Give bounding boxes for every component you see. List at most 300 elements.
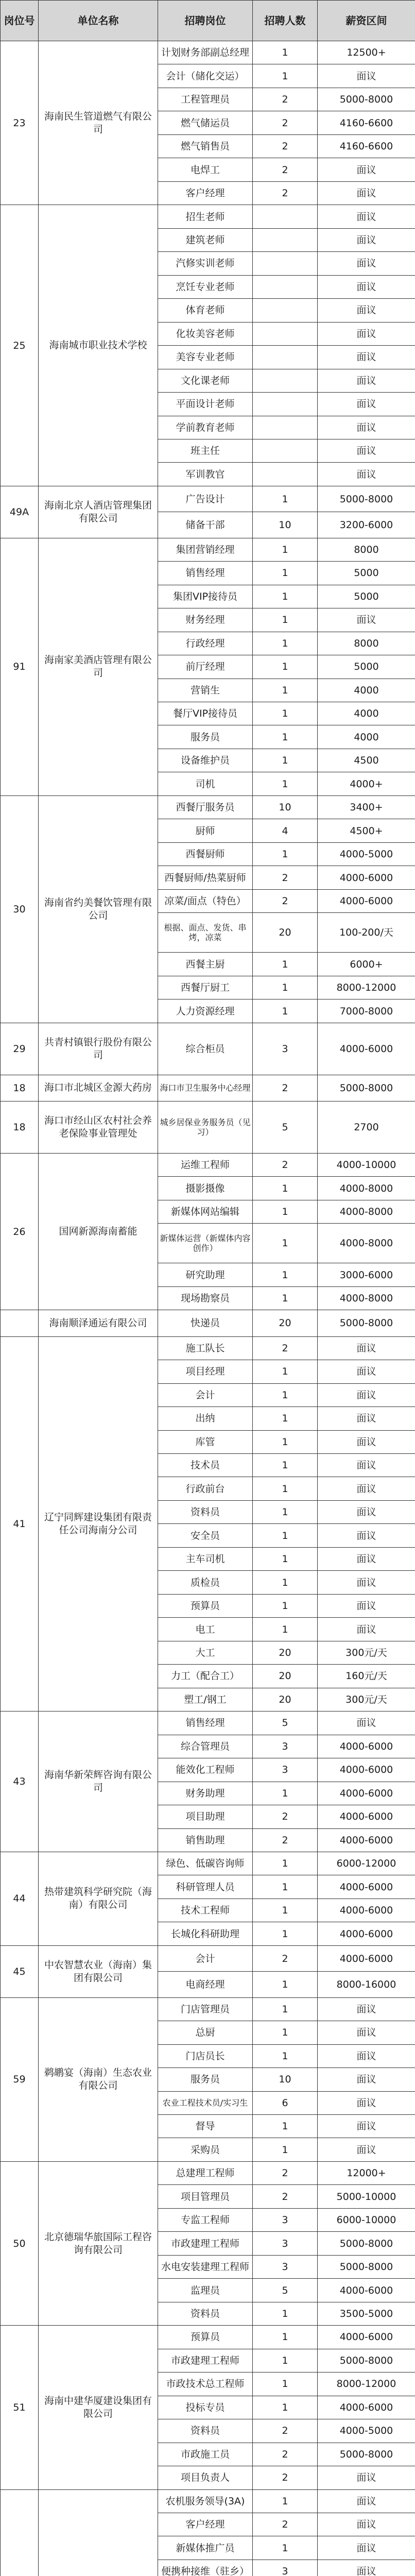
- salary-cell: 4000-6000: [318, 1805, 415, 1828]
- position-cell: 摄影摄像: [158, 1177, 253, 1200]
- table-row: [1, 1945, 415, 1971]
- salary-cell: 12000+: [318, 2161, 415, 2184]
- position-cell: 新媒体推广员: [158, 2536, 253, 2560]
- position-cell: 设备维护员: [158, 749, 253, 772]
- salary-cell: 5000-10000: [318, 2185, 415, 2208]
- salary-cell: 3400+: [318, 795, 415, 819]
- position-cell: 招生老师: [158, 205, 253, 228]
- headcount-cell: 1: [253, 842, 318, 866]
- position-cell: 监理员: [158, 2279, 253, 2302]
- headcount-cell: [253, 369, 318, 392]
- headcount-cell: 1: [253, 1200, 318, 1223]
- position-cell: 化妆美容老师: [158, 322, 253, 345]
- salary-cell: 面议: [318, 1383, 415, 1406]
- headcount-cell: 1: [253, 2536, 318, 2560]
- company-name-cell: 海南城市职业技术学校: [39, 205, 158, 486]
- position-cell: 科研管理人员: [158, 1875, 253, 1899]
- position-cell: 服务员: [158, 725, 253, 749]
- position-cell: 集团VIP接待员: [158, 585, 253, 608]
- headcount-cell: [253, 416, 318, 439]
- job-number-cell: 18: [1, 1101, 39, 1153]
- headcount-cell: [253, 439, 318, 462]
- table-row: [1, 2489, 415, 2513]
- headcount-cell: 1: [253, 585, 318, 608]
- headcount-cell: [253, 299, 318, 322]
- headcount-cell: 2: [253, 134, 318, 158]
- position-cell: 学前教育老师: [158, 416, 253, 439]
- headcount-cell: 1: [253, 1430, 318, 1453]
- headcount-cell: 1: [253, 655, 318, 679]
- headcount-cell: 2: [253, 2443, 318, 2466]
- salary-cell: 4500: [318, 749, 415, 772]
- salary-cell: 5000-8000: [318, 2255, 415, 2278]
- headcount-cell: [253, 205, 318, 228]
- table-body: [1, 41, 415, 2576]
- position-cell: 项目经理: [158, 1360, 253, 1383]
- salary-cell: 面议: [318, 64, 415, 88]
- headcount-cell: [253, 228, 318, 251]
- position-cell: 营销生: [158, 679, 253, 702]
- salary-cell: 面议: [318, 2044, 415, 2067]
- job-number-cell: 43: [1, 1711, 39, 1852]
- salary-cell: 4000-8000: [318, 1177, 415, 1200]
- position-cell: 西餐主厨: [158, 953, 253, 976]
- salary-cell: 面议: [318, 2513, 415, 2536]
- salary-cell: 面议: [318, 158, 415, 181]
- headcount-cell: 20: [253, 913, 318, 953]
- salary-cell: 4000-8000: [318, 1286, 415, 1310]
- table-row: [1, 1310, 415, 1336]
- headcount-cell: 2: [253, 1945, 318, 1971]
- salary-cell: 面议: [318, 1500, 415, 1523]
- headcount-cell: 2: [253, 866, 318, 889]
- position-cell: 预算员: [158, 2326, 253, 2349]
- position-cell: 行政前台: [158, 1477, 253, 1500]
- headcount-cell: 2: [253, 2185, 318, 2208]
- salary-cell: 面议: [318, 608, 415, 632]
- salary-cell: 4000-6000: [318, 1945, 415, 1971]
- salary-cell: 4000: [318, 725, 415, 749]
- salary-cell: 8000-16000: [318, 1972, 415, 1997]
- headcount-cell: 1: [253, 2489, 318, 2513]
- salary-cell: 4000-6000: [318, 2279, 415, 2302]
- salary-cell: 4000-10000: [318, 1153, 415, 1176]
- salary-cell: 100-200/天: [318, 913, 415, 953]
- job-number-cell: 59: [1, 1997, 39, 2161]
- headcount-cell: 1: [253, 1477, 318, 1500]
- headcount-cell: 1: [253, 1571, 318, 1594]
- job-number-cell: 29: [1, 1023, 39, 1075]
- position-cell: 质检员: [158, 1571, 253, 1594]
- headcount-cell: 1: [253, 1224, 318, 1263]
- company-name-cell: 辽宁同辉建设集团有限责任公司海南分公司: [39, 1336, 158, 1711]
- salary-cell: 3000-6000: [318, 1263, 415, 1286]
- job-number-cell: [1, 2489, 39, 2576]
- salary-cell: 4000-6000: [318, 1922, 415, 1945]
- table-row: [1, 1852, 415, 1875]
- headcount-cell: 3: [253, 2208, 318, 2231]
- position-cell: 储备干部: [158, 512, 253, 538]
- headcount-cell: 1: [253, 725, 318, 749]
- salary-cell: 面议: [318, 2068, 415, 2091]
- position-cell: 投标专员: [158, 2396, 253, 2419]
- salary-cell: 8000-12000: [318, 2372, 415, 2396]
- headcount-cell: 1: [253, 1547, 318, 1570]
- position-cell: 销售经理: [158, 1711, 253, 1735]
- headcount-cell: 1: [253, 2372, 318, 2396]
- salary-cell: 面议: [318, 393, 415, 416]
- headcount-cell: 3: [253, 1735, 318, 1758]
- headcount-cell: 1: [253, 1407, 318, 1430]
- salary-cell: 300元/天: [318, 1641, 415, 1664]
- headcount-cell: [253, 393, 318, 416]
- position-cell: 运维工程师: [158, 1153, 253, 1176]
- salary-cell: 面议: [318, 1571, 415, 1594]
- salary-cell: 面议: [318, 1407, 415, 1430]
- position-cell: 班主任: [158, 439, 253, 462]
- position-cell: 项目负责人: [158, 2466, 253, 2489]
- salary-cell: 面议: [318, 2536, 415, 2560]
- company-name-cell: [39, 2489, 158, 2576]
- position-cell: 计划财务部副总经理: [158, 41, 253, 64]
- position-cell: 工程管理员: [158, 88, 253, 111]
- salary-cell: 面议: [318, 1711, 415, 1735]
- salary-cell: 面议: [318, 416, 415, 439]
- position-cell: 客户经理: [158, 181, 253, 205]
- position-cell: 项目管理员: [158, 2185, 253, 2208]
- company-name-cell: 海南华新荣辉咨询有限公司: [39, 1711, 158, 1852]
- position-cell: 门店员长: [158, 2044, 253, 2067]
- job-number-cell: 25: [1, 205, 39, 486]
- salary-cell: 5000: [318, 655, 415, 679]
- salary-cell: 4000-5000: [318, 2419, 415, 2443]
- table-row: [1, 795, 415, 819]
- company-name-cell: 国网新源海南蓄能: [39, 1153, 158, 1310]
- salary-cell: 8000: [318, 632, 415, 655]
- position-cell: 体育老师: [158, 299, 253, 322]
- headcount-cell: 20: [253, 1641, 318, 1664]
- position-cell: 市政技术总工程师: [158, 2372, 253, 2396]
- salary-cell: 6000+: [318, 953, 415, 976]
- salary-cell: 面议: [318, 346, 415, 369]
- position-cell: 塑工/钢工: [158, 1688, 253, 1711]
- salary-cell: 5000-8000: [318, 1310, 415, 1336]
- position-cell: 人力资源经理: [158, 999, 253, 1023]
- position-cell: 绿色、低碳咨询师: [158, 1852, 253, 1875]
- position-cell: 会计（储化交运）: [158, 64, 253, 88]
- headcount-cell: 2: [253, 181, 318, 205]
- headcount-cell: 2: [253, 2466, 318, 2489]
- headcount-cell: 1: [253, 1454, 318, 1477]
- headcount-cell: 2: [253, 1336, 318, 1360]
- table-row: [1, 1153, 415, 1176]
- salary-cell: 4000-6000: [318, 1023, 415, 1075]
- position-cell: 专监工程师: [158, 2208, 253, 2231]
- headcount-cell: 2: [253, 158, 318, 181]
- salary-cell: 4000-6000: [318, 1875, 415, 1899]
- position-cell: 预算员: [158, 1594, 253, 1617]
- job-number-cell: 91: [1, 538, 39, 795]
- position-cell: 行政经理: [158, 632, 253, 655]
- header-salary: 薪资区间: [318, 1, 415, 41]
- headcount-cell: 2: [253, 1153, 318, 1176]
- headcount-cell: 1: [253, 772, 318, 795]
- salary-cell: 面议: [318, 2138, 415, 2161]
- position-cell: 西餐厅厨工: [158, 976, 253, 999]
- salary-cell: 4000-5000: [318, 842, 415, 866]
- position-cell: 美容专业老师: [158, 346, 253, 369]
- position-cell: 能效化工程师: [158, 1758, 253, 1782]
- headcount-cell: 10: [253, 2068, 318, 2091]
- headcount-cell: 1: [253, 1263, 318, 1286]
- salary-cell: 4000-6000: [318, 2326, 415, 2349]
- position-cell: 市政施工员: [158, 2443, 253, 2466]
- salary-cell: 面议: [318, 1547, 415, 1570]
- company-name-cell: 海南民生管道燃气有限公司: [39, 41, 158, 205]
- job-number-cell: 23: [1, 41, 39, 205]
- position-cell: 汽修实训老师: [158, 252, 253, 275]
- table-row: [1, 1023, 415, 1075]
- headcount-cell: 1: [253, 486, 318, 512]
- headcount-cell: 1: [253, 2138, 318, 2161]
- position-cell: 城乡居保业务服务员（见习）: [158, 1101, 253, 1153]
- salary-cell: 面议: [318, 2021, 415, 2044]
- position-cell: 燃气储运员: [158, 111, 253, 134]
- position-cell: 资料员: [158, 1500, 253, 1523]
- header-headcount: 招聘人数: [253, 1, 318, 41]
- job-number-cell: 45: [1, 1945, 39, 1997]
- headcount-cell: 2: [253, 2161, 318, 2184]
- position-cell: 餐厅VIP接待员: [158, 702, 253, 725]
- salary-cell: 面议: [318, 322, 415, 345]
- salary-cell: 面议: [318, 1594, 415, 1617]
- position-cell: 综合管理员: [158, 1735, 253, 1758]
- salary-cell: 8000-12000: [318, 976, 415, 999]
- salary-cell: 5000-8000: [318, 486, 415, 512]
- position-cell: 服务员: [158, 2068, 253, 2091]
- salary-cell: 面议: [318, 299, 415, 322]
- salary-cell: 5000: [318, 585, 415, 608]
- headcount-cell: 1: [253, 1286, 318, 1310]
- headcount-cell: 1: [253, 1177, 318, 1200]
- salary-cell: 面议: [318, 1336, 415, 1360]
- position-cell: 电商经理: [158, 1972, 253, 1997]
- salary-cell: 5000-8000: [318, 2232, 415, 2255]
- company-name-cell: 海南省约美餐饮管理有限公司: [39, 795, 158, 1023]
- headcount-cell: 2: [253, 1075, 318, 1101]
- company-name-cell: 共青村镇银行股份有限公司: [39, 1023, 158, 1075]
- position-cell: 销售经理: [158, 562, 253, 585]
- headcount-cell: 1: [253, 2326, 318, 2349]
- position-cell: 电工: [158, 1618, 253, 1641]
- headcount-cell: 3: [253, 2560, 318, 2576]
- position-cell: 市政建理工程师: [158, 2232, 253, 2255]
- headcount-cell: 1: [253, 1852, 318, 1875]
- position-cell: 新媒体运营（新媒体内容创作）: [158, 1224, 253, 1263]
- position-cell: 综合柜员: [158, 1023, 253, 1075]
- headcount-cell: [253, 275, 318, 298]
- salary-cell: 3500-5000: [318, 2302, 415, 2325]
- company-name-cell: 海口市经山区农村社会养老保险事业管理处: [39, 1101, 158, 1153]
- salary-cell: 4000-8000: [318, 1224, 415, 1263]
- salary-cell: 面议: [318, 228, 415, 251]
- position-cell: 长城化科研助理: [158, 1922, 253, 1945]
- table-row: [1, 2326, 415, 2349]
- headcount-cell: 6: [253, 2091, 318, 2114]
- company-name-cell: 海口市北城区金源大药房: [39, 1075, 158, 1101]
- table-row: [1, 2161, 415, 2184]
- salary-cell: 面议: [318, 439, 415, 462]
- salary-cell: 4160-6600: [318, 134, 415, 158]
- salary-cell: 面议: [318, 275, 415, 298]
- table-row: [1, 1101, 415, 1153]
- position-cell: 平面设计老师: [158, 393, 253, 416]
- headcount-cell: 1: [253, 702, 318, 725]
- job-number-cell: [1, 1310, 39, 1336]
- table-row: [1, 1711, 415, 1735]
- headcount-cell: 1: [253, 1972, 318, 1997]
- headcount-cell: 1: [253, 538, 318, 561]
- salary-cell: 5000-8000: [318, 2443, 415, 2466]
- salary-cell: 面议: [318, 205, 415, 228]
- position-cell: 水电安装建理工程师: [158, 2255, 253, 2278]
- salary-cell: 面议: [318, 1477, 415, 1500]
- headcount-cell: 1: [253, 1594, 318, 1617]
- position-cell: 西餐厅服务员: [158, 795, 253, 819]
- table-row: [1, 205, 415, 228]
- headcount-cell: [253, 463, 318, 486]
- table-row: [1, 1997, 415, 2021]
- header-job-no: 岗位号: [1, 1, 39, 41]
- job-number-cell: 30: [1, 795, 39, 1023]
- position-cell: 根据、面点、发货、串烤，凉菜: [158, 913, 253, 953]
- position-cell: 主车司机: [158, 1547, 253, 1570]
- salary-cell: 4000: [318, 702, 415, 725]
- position-cell: 烹饪专业老师: [158, 275, 253, 298]
- headcount-cell: 2: [253, 1828, 318, 1852]
- salary-cell: 面议: [318, 369, 415, 392]
- position-cell: 建筑老师: [158, 228, 253, 251]
- salary-cell: 4160-6600: [318, 111, 415, 134]
- position-cell: 文化课老师: [158, 369, 253, 392]
- position-cell: 便携种接维（驻乡）: [158, 2560, 253, 2576]
- salary-cell: 面议: [318, 2115, 415, 2138]
- header-row: [1, 1, 415, 41]
- salary-cell: 4000-6000: [318, 1828, 415, 1852]
- position-cell: 电焊工: [158, 158, 253, 181]
- salary-cell: 8000: [318, 538, 415, 561]
- company-name-cell: 北京德瑞华旅国际工程咨询有限公司: [39, 2161, 158, 2325]
- headcount-cell: 5: [253, 1711, 318, 1735]
- position-cell: 市政建理工程师: [158, 2349, 253, 2372]
- position-cell: 厨师: [158, 819, 253, 842]
- position-cell: 快递员: [158, 1310, 253, 1336]
- position-cell: 大工: [158, 1641, 253, 1664]
- job-number-cell: 50: [1, 2161, 39, 2325]
- headcount-cell: 1: [253, 2302, 318, 2325]
- salary-cell: 4000-6000: [318, 889, 415, 912]
- headcount-cell: 1: [253, 1360, 318, 1383]
- headcount-cell: 1: [253, 1500, 318, 1523]
- salary-cell: 4000+: [318, 772, 415, 795]
- headcount-cell: 1: [253, 2044, 318, 2067]
- salary-cell: 300元/天: [318, 1688, 415, 1711]
- position-cell: 司机: [158, 772, 253, 795]
- headcount-cell: 2: [253, 889, 318, 912]
- salary-cell: 5000-8000: [318, 1075, 415, 1101]
- salary-cell: 4000-6000: [318, 866, 415, 889]
- salary-cell: 5000-8000: [318, 2349, 415, 2372]
- position-cell: 新媒体网站编辑: [158, 1200, 253, 1223]
- position-cell: 集团营销经理: [158, 538, 253, 561]
- position-cell: 资料员: [158, 2419, 253, 2443]
- headcount-cell: 1: [253, 562, 318, 585]
- company-name-cell: 中农智慧农业（海南）集团有限公司: [39, 1945, 158, 1997]
- position-cell: 军训教官: [158, 463, 253, 486]
- header-position: 招聘岗位: [158, 1, 253, 41]
- headcount-cell: 1: [253, 1922, 318, 1945]
- position-cell: 库管: [158, 1430, 253, 1453]
- position-cell: 督导: [158, 2115, 253, 2138]
- headcount-cell: 2: [253, 88, 318, 111]
- headcount-cell: 3: [253, 2255, 318, 2278]
- company-name-cell: 海南北京人酒店管理集团有限公司: [39, 486, 158, 538]
- salary-cell: 面议: [318, 463, 415, 486]
- headcount-cell: [253, 346, 318, 369]
- header-company: 单位名称: [39, 1, 158, 41]
- job-number-cell: 41: [1, 1336, 39, 1711]
- salary-cell: 4000-6000: [318, 2396, 415, 2419]
- headcount-cell: 2: [253, 111, 318, 134]
- salary-cell: 4000-6000: [318, 1899, 415, 1922]
- position-cell: 门店管理员: [158, 1997, 253, 2021]
- headcount-cell: 10: [253, 512, 318, 538]
- headcount-cell: 2: [253, 1805, 318, 1828]
- table-row: [1, 1075, 415, 1101]
- headcount-cell: 1: [253, 1997, 318, 2021]
- headcount-cell: 20: [253, 1665, 318, 1688]
- position-cell: 西餐厨师/热菜厨师: [158, 866, 253, 889]
- salary-cell: 面议: [318, 1524, 415, 1547]
- headcount-cell: 1: [253, 1899, 318, 1922]
- company-name-cell: 海南中建华厦建设集团有限公司: [39, 2326, 158, 2489]
- position-cell: 技术员: [158, 1454, 253, 1477]
- position-cell: 燃气销售员: [158, 134, 253, 158]
- salary-cell: 面议: [318, 1360, 415, 1383]
- headcount-cell: 1: [253, 41, 318, 64]
- company-name-cell: 热带建筑科学研究院（海南）有限公司: [39, 1852, 158, 1945]
- salary-cell: 160元/天: [318, 1665, 415, 1688]
- salary-cell: 3200-6000: [318, 512, 415, 538]
- salary-cell: 4000-6000: [318, 1735, 415, 1758]
- table-row: [1, 1336, 415, 1360]
- headcount-cell: 1: [253, 1782, 318, 1805]
- salary-cell: 4000-8000: [318, 1200, 415, 1223]
- salary-cell: 面议: [318, 1454, 415, 1477]
- job-number-cell: 18: [1, 1075, 39, 1101]
- table-row: [1, 538, 415, 561]
- salary-cell: 2700: [318, 1101, 415, 1153]
- position-cell: 技术工程师: [158, 1899, 253, 1922]
- job-number-cell: 51: [1, 2326, 39, 2489]
- company-name-cell: 鹈鹕宴（海南）生态农业有限公司: [39, 1997, 158, 2161]
- headcount-cell: 2: [253, 2419, 318, 2443]
- headcount-cell: 10: [253, 795, 318, 819]
- salary-cell: 5000-8000: [318, 88, 415, 111]
- position-cell: 财务助理: [158, 1782, 253, 1805]
- salary-cell: 面议: [318, 1430, 415, 1453]
- job-number-cell: 44: [1, 1852, 39, 1945]
